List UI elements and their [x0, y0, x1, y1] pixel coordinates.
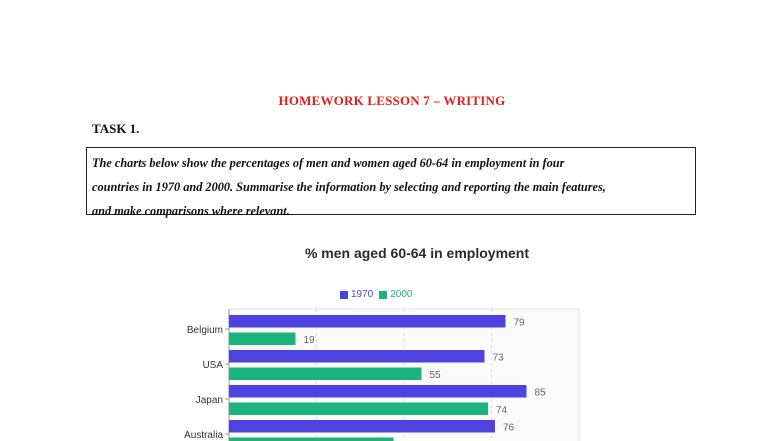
- data-label: 76: [503, 422, 515, 434]
- bar-2000: [229, 403, 488, 416]
- data-label: 73: [492, 352, 504, 364]
- bar-1970: [229, 420, 495, 433]
- bar-2000: [229, 368, 422, 381]
- prompt-line: The charts below show the percentages of men and women aged 60-64 in employment in four: [92, 156, 565, 170]
- legend-label-1970: 1970: [351, 289, 374, 300]
- bar-2000: [229, 333, 296, 346]
- data-label: 74: [496, 405, 508, 416]
- data-label: 85: [534, 387, 546, 399]
- chart-title: % men aged 60-64 in employment: [304, 245, 530, 261]
- bar-2000: [229, 438, 394, 441]
- document-heading: HOMEWORK LESSON 7 – WRITING: [278, 93, 506, 108]
- category-label: USA: [202, 360, 223, 371]
- data-label: 19: [303, 335, 315, 346]
- bar-1970: [229, 315, 506, 328]
- category-label: Belgium: [186, 325, 223, 336]
- data-label: 55: [429, 370, 441, 381]
- task-label: TASK 1.: [92, 121, 140, 136]
- category-label: Japan: [195, 395, 223, 406]
- prompt-line: and make comparisons where relevant.: [92, 204, 290, 218]
- bar-1970: [229, 350, 485, 363]
- legend-label-2000: 2000: [390, 289, 413, 300]
- prompt-line: countries in 1970 and 2000. Summarise the information by selecting and reporting the main features,: [92, 180, 606, 194]
- bar-1970: [229, 385, 527, 398]
- category-label: Australia: [184, 430, 223, 441]
- data-label: 79: [513, 317, 525, 329]
